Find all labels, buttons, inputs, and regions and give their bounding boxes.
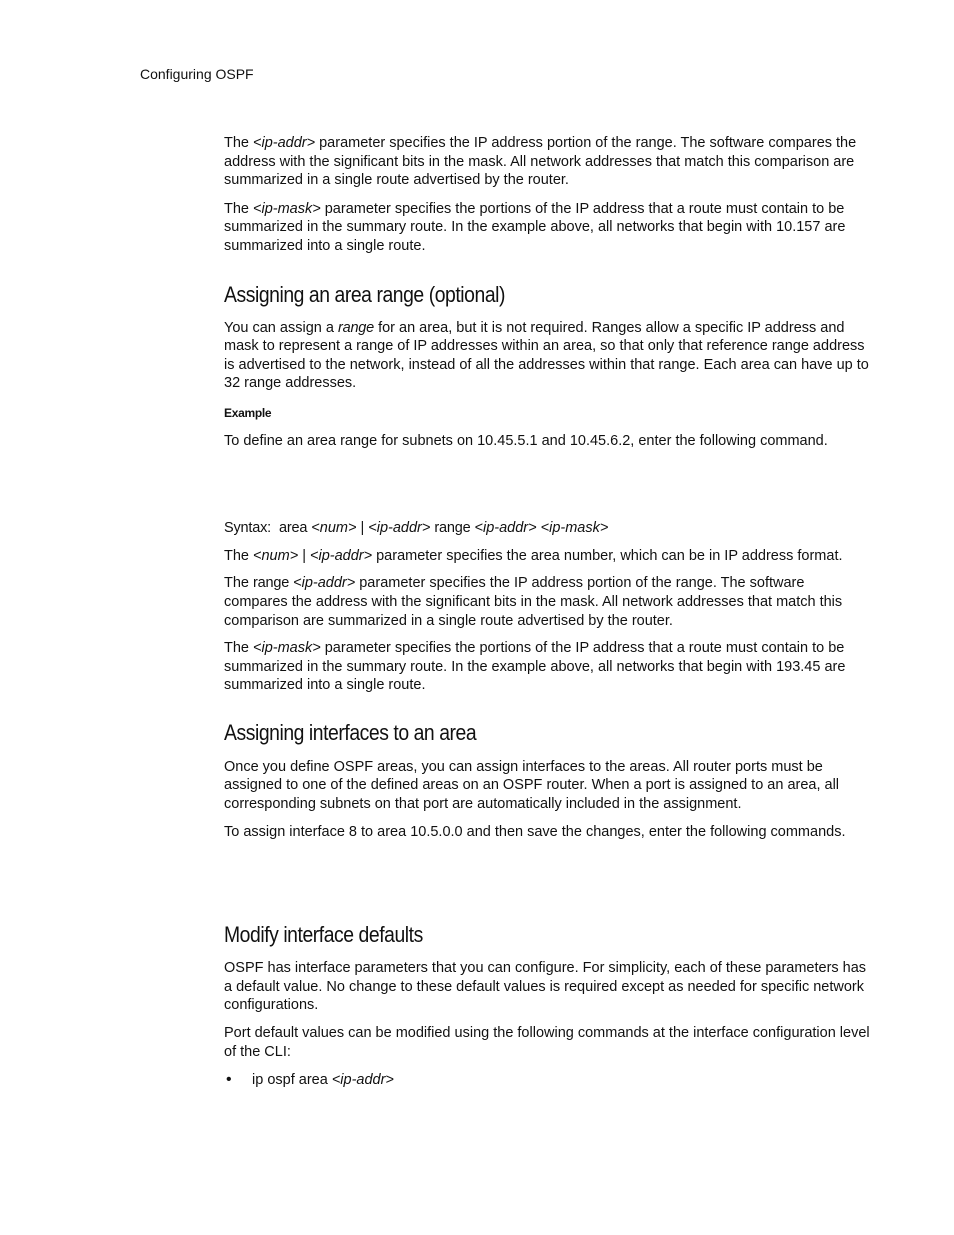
command-text: ip ospf area xyxy=(252,1072,332,1089)
syntax-arg-ip-addr: <ip-addr> xyxy=(368,520,431,537)
parameter-ip-mask: <ip-mask> xyxy=(253,640,321,657)
intro-ip-mask-paragraph xyxy=(224,200,872,256)
heading-defaults: Modify interface defaults xyxy=(224,922,423,948)
parameter-ip-addr: <ip-addr> xyxy=(293,575,356,592)
syntax-line xyxy=(224,519,872,538)
parameter-ip-addr: <ip-addr> xyxy=(253,135,316,151)
text-run: The xyxy=(224,575,254,592)
text-run: The xyxy=(224,135,254,151)
keyword-range: range xyxy=(253,575,290,592)
interfaces-paragraph: Once you define OSPF areas, you can assign interfaces to the areas. All router ports must be assigned to one of the defined areas on an OSPF router. When a port is assigned to an area, all corresponding subnets on that port are automatically included in the assignment. xyxy=(224,758,840,813)
text-run: | xyxy=(298,547,310,564)
text-run: parameter specifies the IP address portion of the range. The software compares the address with the significant bits in the mask. All network addresses that match this comparison are summarized in a single route advertised by the router. xyxy=(224,575,843,629)
list-item xyxy=(224,1071,872,1090)
parameter-num: <num> xyxy=(253,547,299,564)
document-body xyxy=(224,134,872,1090)
defaults-paragraph: OSPF has interface parameters that you can configure. For simplicity, each of these parameters has a default value. No change to these default values is required except as needed for specific network configurations. xyxy=(224,960,867,1014)
heading-area-range: Assigning an area range (optional) xyxy=(224,281,506,307)
text-run: parameter specifies the IP address portion of the range. The software compares the address with the significant bits in the mask. All network addresses that match this comparison are summarized in a single route advertised by the router. xyxy=(224,135,857,189)
syntax-keyword-range: range xyxy=(434,520,471,537)
defaults-cli-paragraph: Port default values can be modified using the following commands at the interface configuration level of the CLI: xyxy=(224,1025,870,1060)
example-label: Example xyxy=(224,405,272,420)
text-run: parameter specifies the portions of the IP address that a route must contain to be summarized in the summary route. In the example above, all networks that begin with 10.157 are summarized into a single route. xyxy=(224,200,846,254)
syntax-arg-range-ip-addr: <ip-addr> xyxy=(474,520,537,537)
heading-interfaces: Assigning interfaces to an area xyxy=(224,719,477,745)
syntax-label: Syntax: xyxy=(224,520,271,537)
syntax-separator: | xyxy=(356,520,369,537)
bullet-icon: • xyxy=(226,1071,232,1089)
text-run: for an area, but it is not required. Ranges allow a specific IP address and mask to represent a range of IP addresses within an area, so that only that reference range address is advertised to the network, instead of all the addresses within that range. Each area can have up to 32 range addresses. xyxy=(224,319,869,392)
text-run: The xyxy=(224,547,254,564)
intro-ip-addr-paragraph xyxy=(224,134,872,190)
text-run: parameter specifies the portions of the IP address that a route must contain to be summarized in the summary route. In the example above, all networks that begin with 193.45 are summarized into a single route. xyxy=(224,640,846,694)
parameter-ip-addr: <ip-addr> xyxy=(331,1072,394,1089)
text-run: The xyxy=(224,640,254,657)
range-param-paragraph xyxy=(224,574,872,630)
parameter-ip-addr: <ip-addr> xyxy=(310,547,373,564)
interfaces-example-paragraph: To assign interface 8 to area 10.5.0.0 and then save the changes, enter the following commands. xyxy=(224,823,846,840)
area-range-intro-paragraph xyxy=(224,319,872,393)
num-param-paragraph xyxy=(224,547,872,566)
syntax-arg-num: <num> xyxy=(311,520,357,537)
mask-param-paragraph xyxy=(224,639,872,695)
keyword-range: range xyxy=(337,319,375,336)
text-run: parameter specifies the area number, which can be in IP address format. xyxy=(372,547,843,564)
running-header: Configuring OSPF xyxy=(140,66,254,82)
syntax-command: area xyxy=(279,520,308,537)
text-run: The xyxy=(224,200,254,217)
example-description: To define an area range for subnets on 10.45.5.1 and 10.45.6.2, enter the following command. xyxy=(224,432,828,449)
text-run: You can assign a xyxy=(224,319,338,336)
syntax-arg-ip-mask: <ip-mask> xyxy=(540,520,609,537)
command-list xyxy=(224,1071,872,1090)
parameter-ip-mask: <ip-mask> xyxy=(253,200,321,217)
